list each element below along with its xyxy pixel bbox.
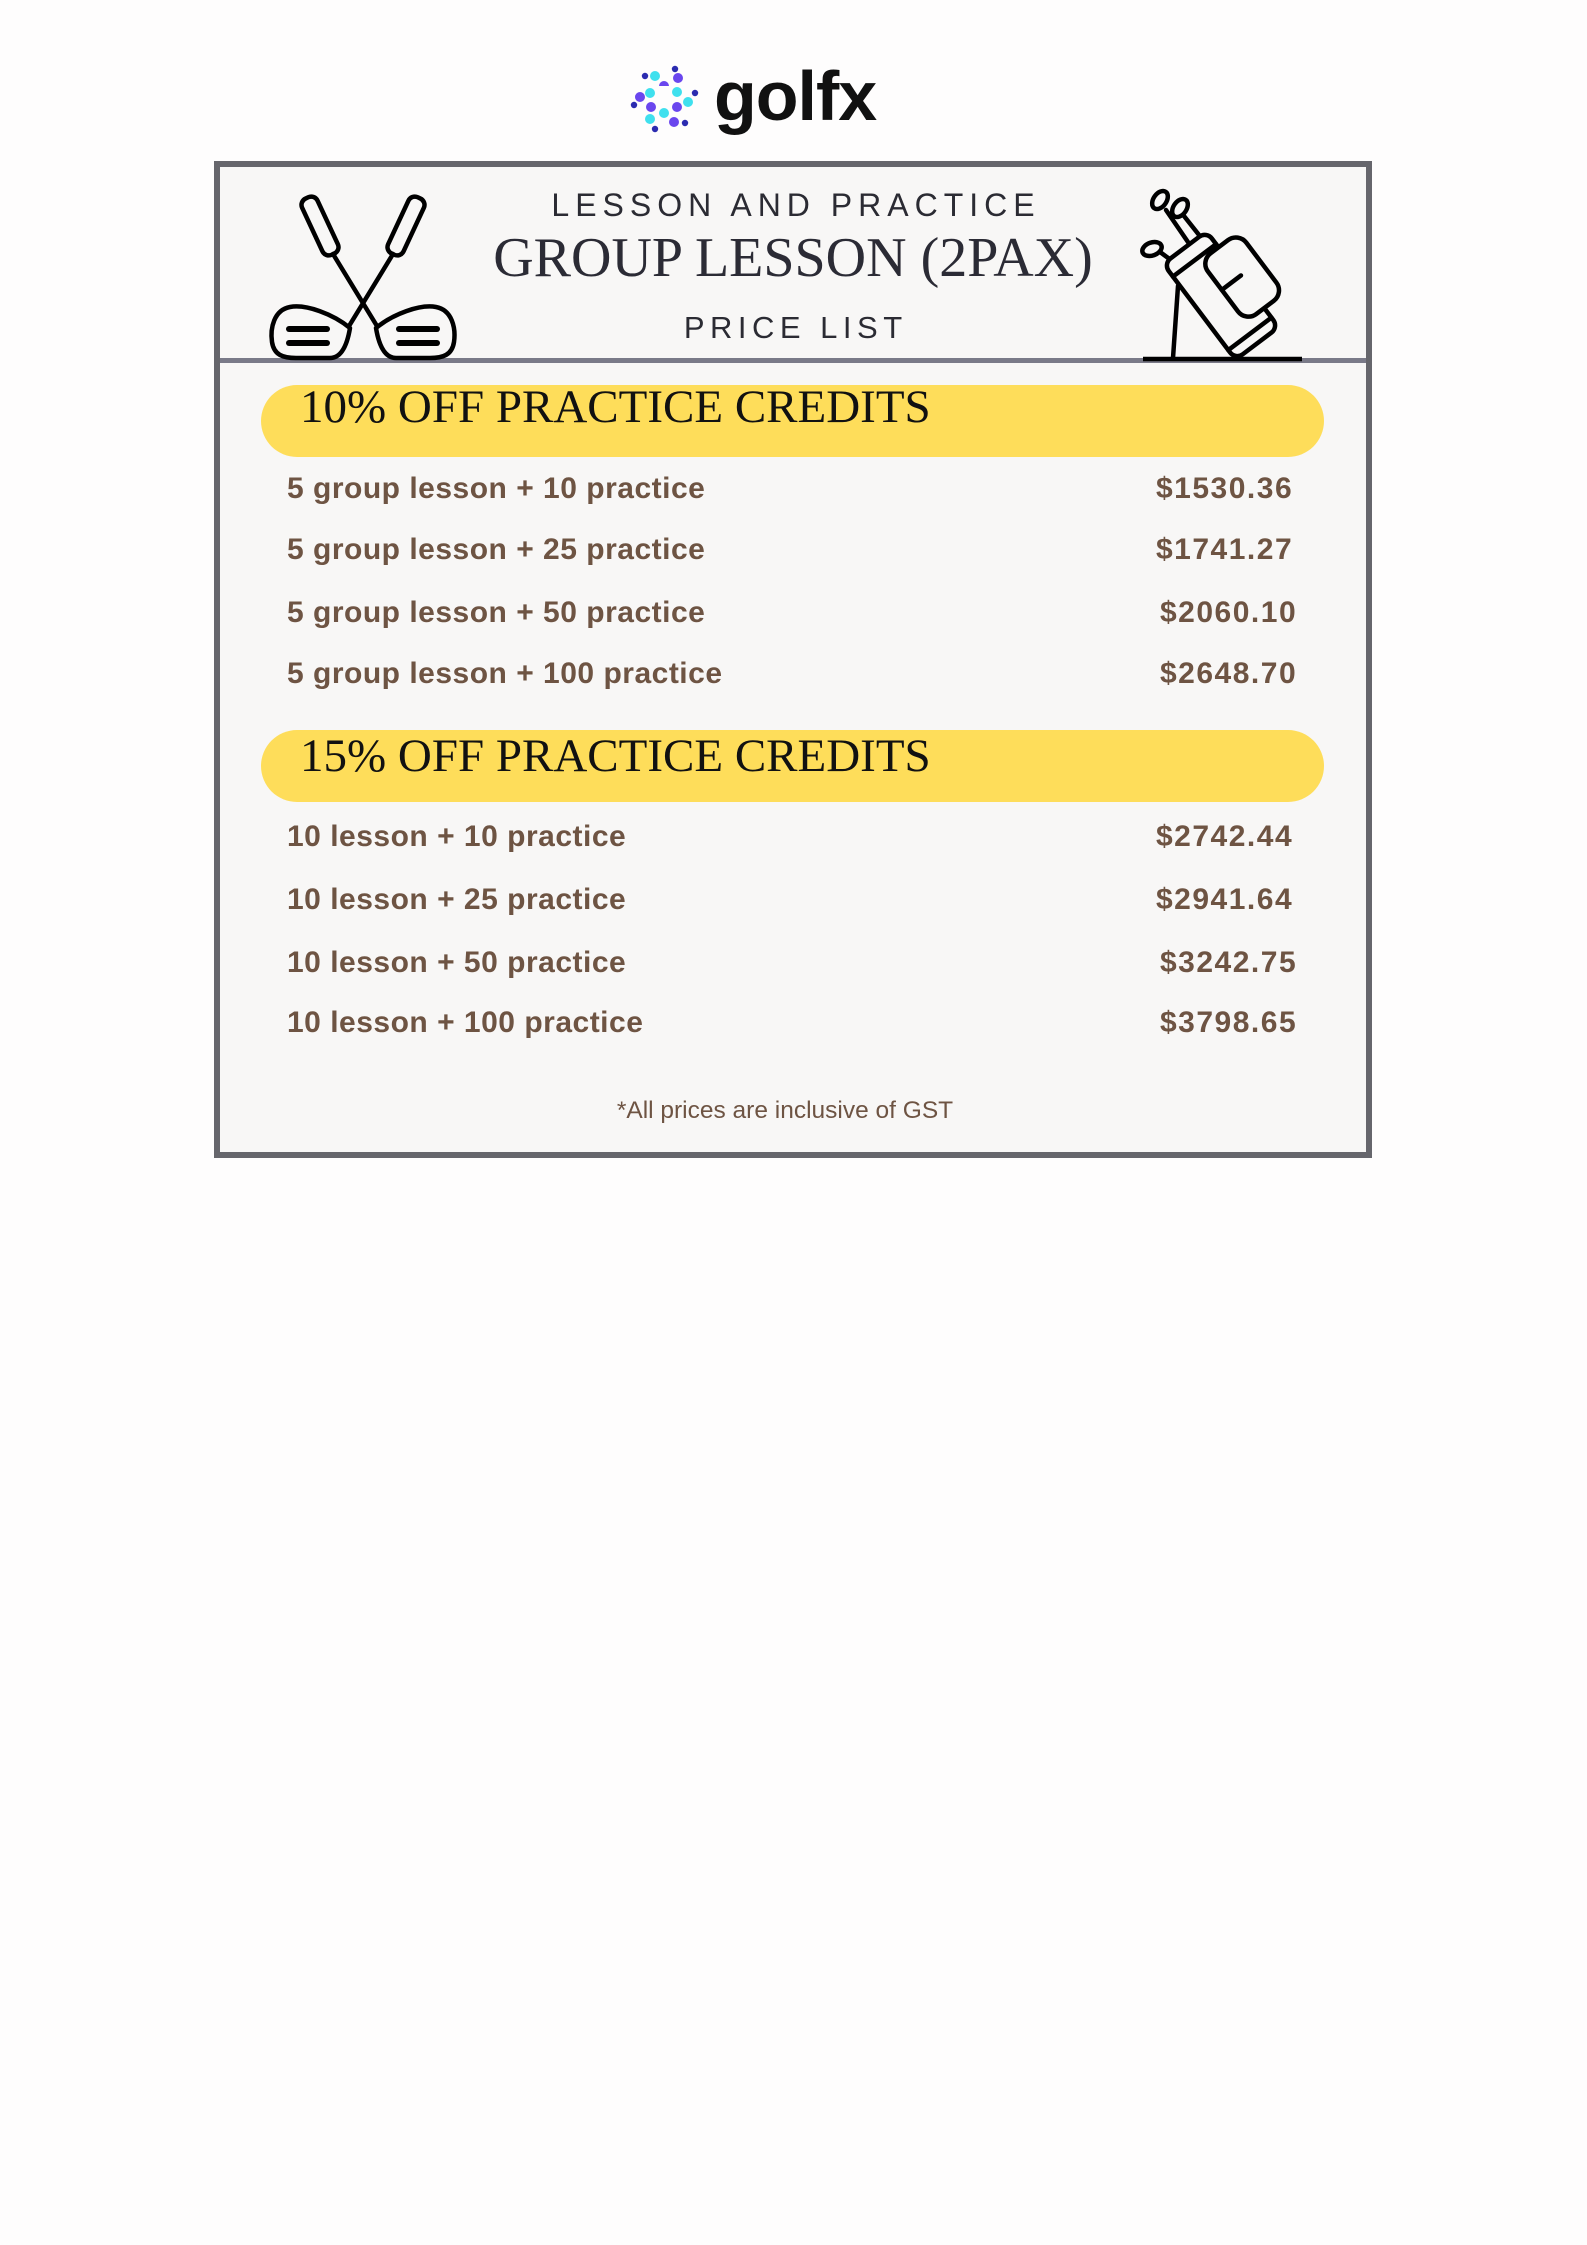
package-label: 5 group lesson + 50 practice <box>287 596 706 629</box>
package-label: 5 group lesson + 25 practice <box>287 533 706 566</box>
price-row <box>0 659 1587 689</box>
price-row <box>0 885 1587 915</box>
section-heading: 15% OFF PRACTICE CREDITS <box>300 730 931 782</box>
golfx-logo-icon <box>625 60 710 140</box>
price-row <box>0 598 1587 628</box>
package-price: $2060.10 <box>1160 596 1298 629</box>
price-row <box>0 535 1587 565</box>
brand-name: golfx <box>714 57 877 135</box>
package-price: $1741.27 <box>1156 533 1294 566</box>
package-price: $3242.75 <box>1160 946 1298 979</box>
price-row <box>0 1008 1587 1038</box>
package-price: $1530.36 <box>1156 472 1294 505</box>
package-price: $3798.65 <box>1160 1006 1298 1039</box>
golf-bag-icon <box>1135 183 1310 363</box>
package-label: 5 group lesson + 100 practice <box>287 657 723 690</box>
package-label: 10 lesson + 25 practice <box>287 883 627 916</box>
page-title: GROUP LESSON (2PAX) <box>493 227 1093 289</box>
package-label: 10 lesson + 10 practice <box>287 820 627 853</box>
section-heading: 10% OFF PRACTICE CREDITS <box>300 381 931 433</box>
price-row <box>0 474 1587 504</box>
package-label: 10 lesson + 50 practice <box>287 946 627 979</box>
package-price: $2742.44 <box>1156 820 1294 853</box>
price-row <box>0 822 1587 852</box>
package-label: 5 group lesson + 10 practice <box>287 472 706 505</box>
gst-footnote: *All prices are inclusive of GST <box>616 1097 954 1124</box>
package-label: 10 lesson + 100 practice <box>287 1006 644 1039</box>
price-row <box>0 948 1587 978</box>
header-subtitle: PRICE LIST <box>683 310 908 345</box>
package-price: $2941.64 <box>1156 883 1294 916</box>
package-price: $2648.70 <box>1160 657 1298 690</box>
header-kicker: LESSON AND PRACTICE <box>551 187 1041 223</box>
golf-clubs-icon <box>265 190 460 365</box>
